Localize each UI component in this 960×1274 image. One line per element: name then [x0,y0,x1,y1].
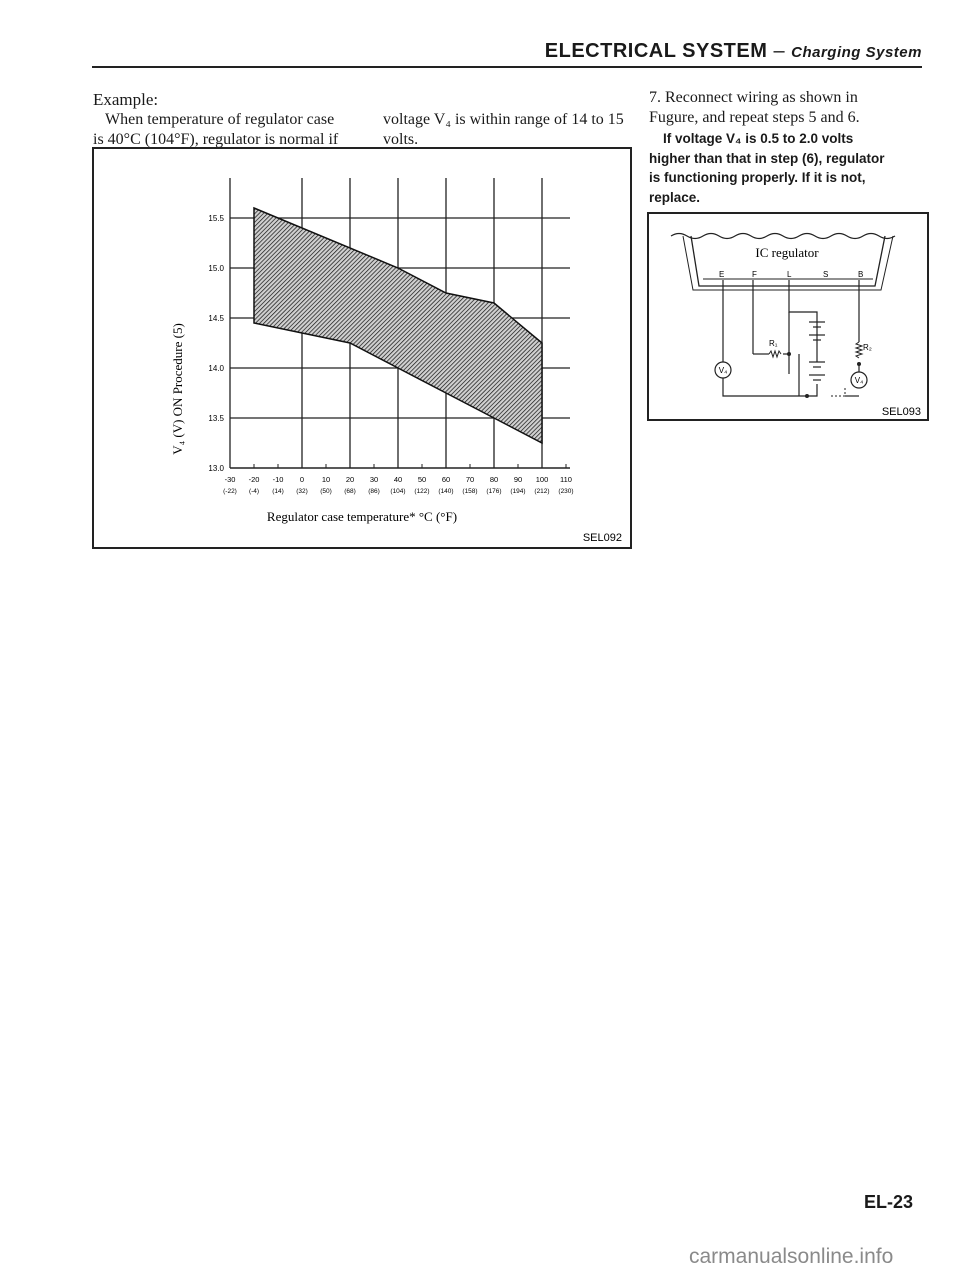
regulator-housing-wave [671,234,895,239]
x-axis-label: Regulator case temperature* °C (°F) [266,509,458,524]
resistor-r1-label: R₁ [769,339,778,348]
terminal-s: S [823,270,829,279]
watermark: carmanualsonline.info [689,1245,894,1268]
x-tick-label-f: (122) [414,488,430,495]
step-7-line-2: Fugure, and repeat steps 5 and 6. [649,109,860,126]
example-line-1: When temperature of regulator case [105,111,335,128]
y-tick-labels [208,214,224,473]
x-tick-label-f: (176) [486,488,502,495]
y-tick-label: 14.0 [208,364,224,373]
x-tick-label-c: 90 [513,475,523,484]
example-line-4: volts. [383,131,419,148]
section-title [545,40,922,63]
subsection-name: Charging System [791,44,922,61]
x-tick-label-c: 40 [393,475,403,484]
x-tick-label-c: -30 [224,475,236,484]
x-tick-label-c: 50 [417,475,427,484]
step-7-text [649,88,919,128]
x-tick-label-c: -10 [272,475,284,484]
y-tick-label: 15.5 [208,214,224,223]
example-text-right [383,110,631,150]
x-tick-label-c: 70 [465,475,475,484]
terminal-l: L [787,270,792,279]
page-number: EL-23 [864,1192,914,1212]
x-tick-label-c: 20 [345,475,355,484]
x-tick-label-f: (32) [296,488,308,495]
step-7-bold-2: higher than that in step (6), regulator [649,150,885,166]
y-tick-label: 13.5 [208,414,224,423]
x-tick-label-f: (86) [368,488,380,495]
y-tick-label: 14.5 [208,314,224,323]
terminal-e: E [719,270,725,279]
chart-svg [94,149,630,547]
header-dash: – [773,40,786,62]
resistor-r1 [769,351,781,357]
x-tick-label-f: (104) [390,488,406,495]
ic-regulator-wiring-diagram [647,212,929,421]
x-tick-label-f: (194) [510,488,526,495]
example-line-3: voltage V₄ is within range of 14 to 15 [383,111,624,128]
x-tick-label-f: (14) [272,488,284,495]
step-7-bold-4: replace. [649,189,701,205]
x-tick-label-f: (-22) [223,488,237,495]
diagram-code: SEL093 [881,406,921,418]
circuit-wiring [723,280,859,396]
resistor-r2 [856,342,862,358]
x-tick-label-c: -20 [248,475,260,484]
x-tick-label-c: 100 [535,475,549,484]
x-tick-label-f: (68) [344,488,356,495]
terminal-f: F [752,270,757,279]
x-tick-label-f: (212) [534,488,550,495]
voltmeter-1-label: V₄ [718,366,728,375]
x-tick-label-c: 60 [441,475,451,484]
x-tick-label-c: 80 [489,475,499,484]
x-tick-label-f: (230) [558,488,574,495]
x-tick-label-f: (-4) [248,488,260,495]
step-7-warning [649,129,919,207]
x-tick-label-c: 110 [560,475,572,484]
x-tick-label-f: (140) [438,488,454,495]
chart-code: SEL092 [582,532,622,544]
page-header [92,38,922,68]
voltmeter-2-label: V₄ [854,376,864,385]
terminal-b: B [858,270,864,279]
circuit-svg [649,214,927,419]
x-tick-label-c: 30 [369,475,379,484]
x-tick-label-f: (50) [320,488,332,495]
x-tick-labels [223,475,573,495]
step-7-line-1: 7. Reconnect wiring as shown in [649,89,858,106]
example-title: Example: [93,90,159,109]
regulator-title: IC regulator [755,245,819,260]
x-tick-label-c: 10 [321,475,331,484]
x-tick-label-f: (158) [462,488,478,495]
step-7-bold-3: is functioning properly. If it is not, [649,170,866,185]
y-tick-label: 13.0 [208,464,224,473]
y-axis-label: V₄ (V) ON Procedure (5) [170,323,185,455]
step-7-bold-1: If voltage V₄ is 0.5 to 2.0 volts [663,131,854,146]
x-tick-label-c: 0 [299,475,305,484]
y-tick-label: 15.0 [208,264,224,273]
section-name: ELECTRICAL SYSTEM [544,40,768,62]
voltage-temperature-chart [92,147,632,549]
example-line-2: is 40°C (104°F), regulator is normal if [93,131,339,148]
example-text-left [93,110,363,150]
resistor-r2-label: R₂ [863,343,872,352]
